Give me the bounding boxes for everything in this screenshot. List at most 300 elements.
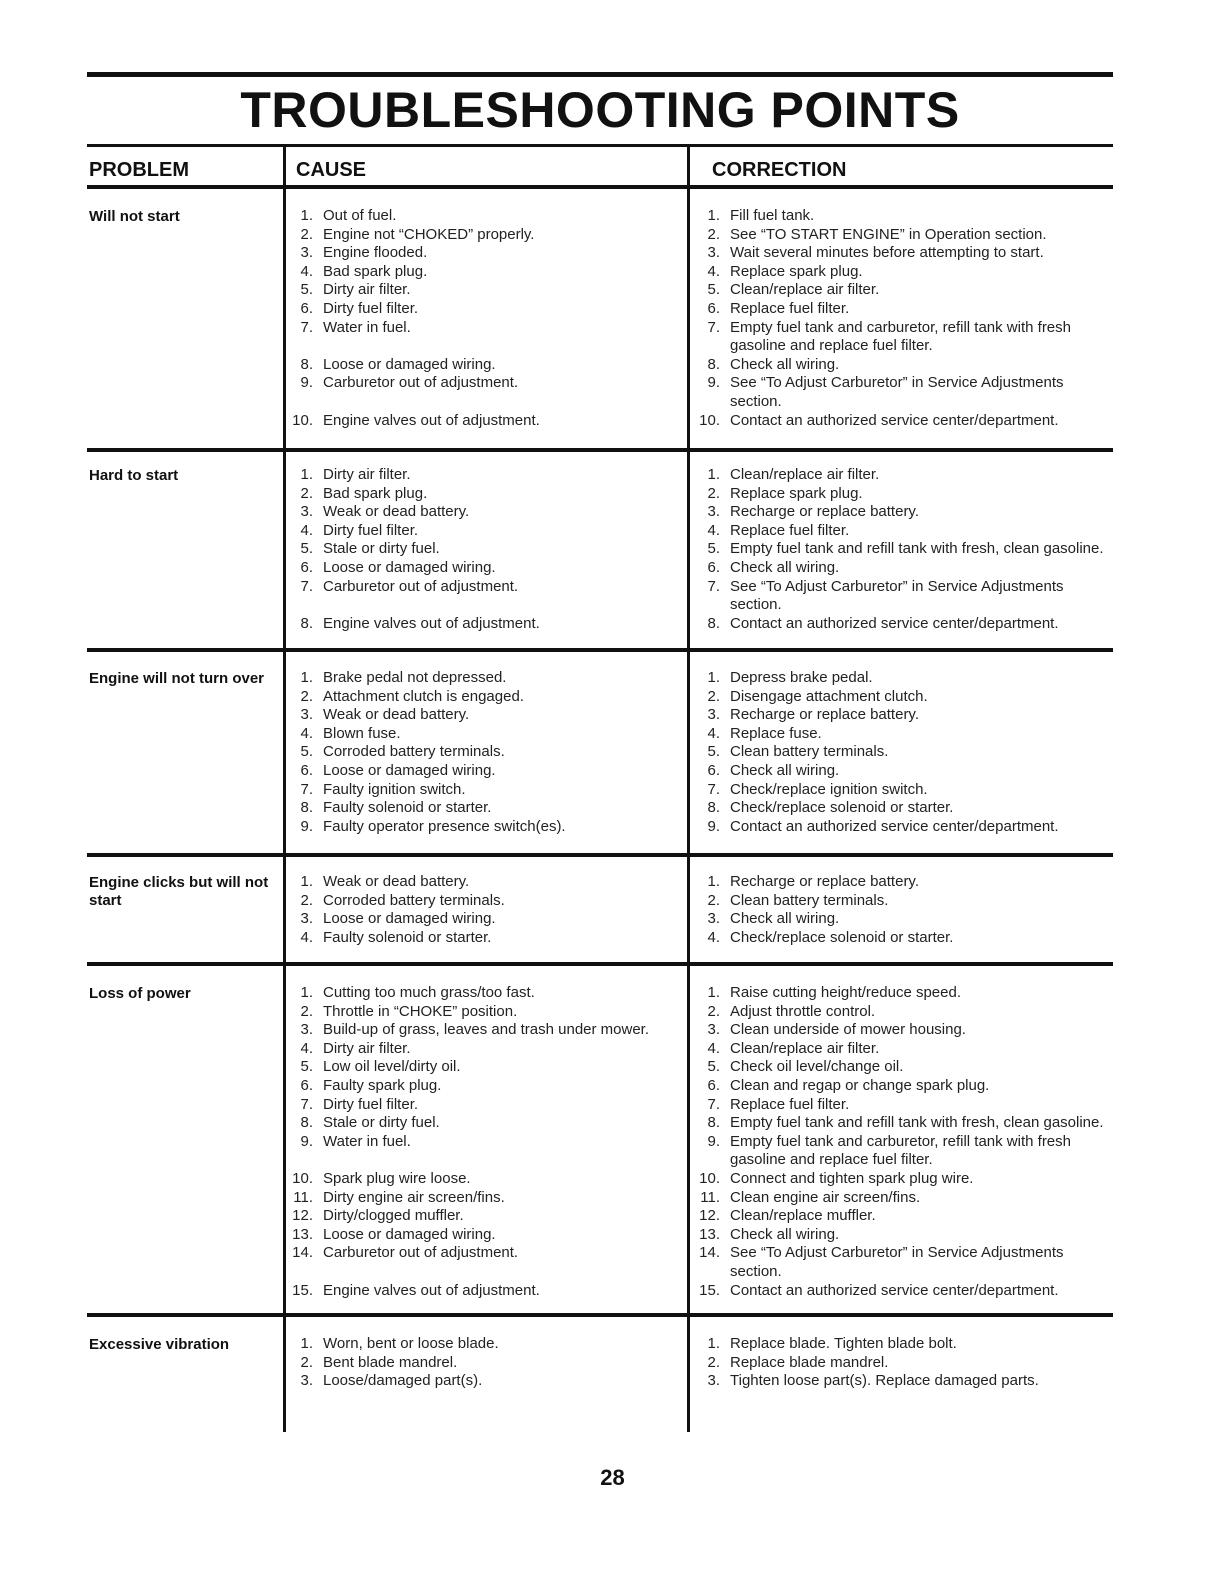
item-text: Empty fuel tank and refill tank with fresh, clean gasoline. (730, 540, 1104, 558)
item-text: Bad spark plug. (323, 484, 428, 502)
item-text: Water in fuel. (323, 1132, 411, 1150)
list-item (690, 319, 1110, 356)
item-text: Recharge or replace battery. (730, 503, 919, 521)
list-item (690, 743, 1110, 762)
row-divider (87, 1313, 1113, 1317)
row-divider (87, 448, 1113, 452)
list-item (283, 393, 683, 412)
list-item (690, 1170, 1110, 1189)
list-item (283, 1335, 683, 1354)
list-item (690, 1133, 1110, 1170)
item-text: Spark plug wire loose. (323, 1169, 471, 1187)
page-number: 28 (600, 1465, 625, 1490)
item-number: 5. (300, 743, 313, 761)
item-number: 4. (300, 724, 313, 742)
item-text: Attachment clutch is engaged. (323, 687, 524, 705)
list-item (690, 1096, 1110, 1115)
item-number: 6. (300, 1076, 313, 1094)
list-item (690, 688, 1110, 707)
list-item (283, 540, 683, 559)
list-item (283, 688, 683, 707)
item-number: 3. (300, 244, 313, 262)
list-item (283, 1354, 683, 1373)
cause-list (283, 873, 683, 947)
item-text: Contact an authorized service center/department. (730, 1281, 1059, 1299)
item-text: Clean/replace air filter. (730, 1039, 880, 1057)
list-item (283, 1372, 683, 1391)
top-rule (87, 72, 1113, 77)
item-number: 14. (699, 1244, 720, 1262)
item-text: Recharge or replace battery. (730, 873, 919, 890)
item-number: 6. (707, 1076, 720, 1094)
item-text: Stale or dirty fuel. (323, 540, 440, 558)
item-number: 3. (300, 910, 313, 928)
item-number: 2. (707, 1353, 720, 1371)
correction-list (690, 669, 1110, 836)
item-number: 9. (300, 374, 313, 392)
item-text: Check all wiring. (730, 1225, 840, 1243)
item-number: 1. (300, 669, 313, 686)
list-item (690, 799, 1110, 818)
item-number: 3. (300, 706, 313, 724)
list-item (283, 1226, 683, 1245)
item-number: 3. (707, 706, 720, 724)
item-number: 9. (707, 374, 720, 392)
list-item (283, 1021, 683, 1040)
item-text: Clean engine air screen/fins. (730, 1188, 921, 1206)
item-number: 2. (707, 891, 720, 909)
item-number: 1. (707, 466, 720, 483)
item-text: Dirty air filter. (323, 1039, 411, 1057)
list-item (690, 1058, 1110, 1077)
item-text: Water in fuel. (323, 318, 411, 336)
row-divider (87, 648, 1113, 652)
problem-engine-will-not-turn-over: Engine will not turn over (89, 670, 265, 687)
item-text: See “TO START ENGINE” in Operation section. (730, 225, 1047, 243)
item-text: Check all wiring. (730, 910, 840, 928)
item-number: 6. (707, 558, 720, 576)
list-item (690, 1189, 1110, 1208)
list-item (283, 1114, 683, 1133)
list-item (283, 1077, 683, 1096)
item-number: 6. (300, 761, 313, 779)
item-number: 4. (707, 928, 720, 946)
item-text: Loose or damaged wiring. (323, 1225, 496, 1243)
item-text: Wait several minutes before attempting to start. (730, 244, 1044, 262)
list-item (283, 356, 683, 375)
list-item (283, 337, 683, 356)
item-number: 2. (707, 225, 720, 243)
correction-list (690, 1335, 1110, 1391)
item-text: Carburetor out of adjustment. (323, 577, 519, 595)
item-text: Recharge or replace battery. (730, 706, 919, 724)
list-item (690, 706, 1110, 725)
list-item (283, 263, 683, 282)
item-text: Empty fuel tank and carburetor, refill tank with fresh gasoline and replace fuel filter. (730, 318, 1071, 355)
list-item (690, 1372, 1110, 1391)
cause-list (283, 1335, 683, 1391)
item-number: 12. (292, 1207, 313, 1225)
list-item (283, 892, 683, 911)
list-item (690, 818, 1110, 837)
item-number: 2. (300, 484, 313, 502)
item-text: Dirty fuel filter. (323, 299, 419, 317)
list-item (283, 466, 683, 485)
item-number: 7. (707, 1095, 720, 1113)
item-text: Bent blade mandrel. (323, 1353, 458, 1371)
item-text: Worn, bent or loose blade. (323, 1335, 499, 1352)
item-text: Raise cutting height/reduce speed. (730, 984, 961, 1001)
item-text: Weak or dead battery. (323, 873, 470, 890)
list-item (690, 1114, 1110, 1133)
item-text: Empty fuel tank and carburetor, refill tank with fresh gasoline and replace fuel filter. (730, 1132, 1071, 1169)
item-text (323, 1263, 683, 1282)
list-item (283, 207, 683, 226)
list-item (283, 1244, 683, 1263)
list-item (690, 503, 1110, 522)
item-number: 3. (707, 1021, 720, 1039)
item-text: Faulty operator presence switch(es). (323, 817, 566, 835)
item-number: 3. (300, 1021, 313, 1039)
list-item (283, 578, 683, 597)
item-text: Replace blade. Tighten blade bolt. (730, 1335, 957, 1352)
list-item (283, 762, 683, 781)
list-item (690, 412, 1110, 431)
item-text: Contact an authorized service center/department. (730, 817, 1059, 835)
list-item (283, 818, 683, 837)
item-text: Engine valves out of adjustment. (323, 1281, 540, 1299)
list-item (690, 559, 1110, 578)
list-item (690, 1354, 1110, 1373)
item-text: Faulty solenoid or starter. (323, 928, 492, 946)
cause-list (283, 669, 683, 836)
list-item (690, 522, 1110, 541)
item-text: Engine flooded. (323, 244, 428, 262)
item-number: 3. (300, 1372, 313, 1390)
item-text: Contact an authorized service center/department. (730, 614, 1059, 632)
item-number: 6. (300, 558, 313, 576)
item-number: 4. (300, 262, 313, 280)
item-number: 9. (300, 817, 313, 835)
cause-column-header: CAUSE (296, 159, 367, 181)
list-item (690, 762, 1110, 781)
item-text: Stale or dirty fuel. (323, 1114, 440, 1132)
list-item (283, 1189, 683, 1208)
cause-list (283, 207, 683, 430)
list-item (283, 1170, 683, 1189)
item-text: Depress brake pedal. (730, 669, 873, 686)
list-item (283, 1058, 683, 1077)
item-number: 12. (699, 1207, 720, 1225)
item-number: 1. (300, 207, 313, 224)
item-text: Disengage attachment clutch. (730, 687, 928, 705)
list-item (283, 615, 683, 634)
item-number (283, 337, 323, 356)
item-number: 8. (707, 799, 720, 817)
list-item (690, 1335, 1110, 1354)
item-text: Replace fuel filter. (730, 1095, 850, 1113)
list-item (690, 1021, 1110, 1040)
item-text: Bad spark plug. (323, 262, 428, 280)
item-text: Dirty air filter. (323, 281, 411, 299)
item-text: Low oil level/dirty oil. (323, 1058, 461, 1076)
problem-engine-clicks-but-will-not-start: Engine clicks but will not start (89, 874, 269, 909)
item-text: Dirty engine air screen/fins. (323, 1188, 505, 1206)
item-number: 3. (300, 503, 313, 521)
list-item (690, 984, 1110, 1003)
list-item (283, 910, 683, 929)
item-number: 10. (699, 1169, 720, 1187)
list-item (690, 725, 1110, 744)
item-number: 4. (707, 724, 720, 742)
list-item (283, 503, 683, 522)
list-item (690, 1226, 1110, 1245)
item-text: Replace blade mandrel. (730, 1353, 889, 1371)
item-text: Check/replace ignition switch. (730, 780, 928, 798)
item-text: Engine valves out of adjustment. (323, 614, 540, 632)
list-item (283, 725, 683, 744)
list-item (283, 281, 683, 300)
row-divider (87, 853, 1113, 857)
list-item (283, 1096, 683, 1115)
item-number: 15. (292, 1281, 313, 1299)
problem-excessive-vibration: Excessive vibration (89, 1336, 230, 1353)
item-number: 4. (707, 262, 720, 280)
item-number: 15. (699, 1281, 720, 1299)
item-number: 2. (300, 1002, 313, 1020)
item-number: 11. (700, 1188, 720, 1206)
item-number: 13. (292, 1225, 313, 1243)
list-item (690, 669, 1110, 688)
item-number: 10. (292, 411, 313, 429)
item-number: 3. (707, 910, 720, 928)
item-number: 2. (707, 1002, 720, 1020)
item-text: Dirty air filter. (323, 466, 411, 483)
item-text: Clean battery terminals. (730, 743, 889, 761)
list-item (690, 540, 1110, 559)
item-text: Tighten loose part(s). Replace damaged parts. (730, 1372, 1039, 1390)
item-number: 6. (300, 299, 313, 317)
item-number: 2. (707, 687, 720, 705)
list-item (690, 578, 1110, 615)
list-item (690, 300, 1110, 319)
item-number: 9. (707, 817, 720, 835)
item-number: 1. (300, 466, 313, 483)
list-item (690, 207, 1110, 226)
item-number: 4. (300, 928, 313, 946)
item-text: Fill fuel tank. (730, 207, 815, 224)
item-number: 7. (300, 318, 313, 336)
row-divider (87, 962, 1113, 966)
list-item (690, 226, 1110, 245)
item-number: 9. (707, 1132, 720, 1150)
item-text: Adjust throttle control. (730, 1002, 876, 1020)
problem-will-not-start: Will not start (89, 208, 180, 225)
cause-list (283, 466, 683, 633)
item-number: 6. (707, 761, 720, 779)
item-text: Replace spark plug. (730, 262, 863, 280)
item-number: 5. (707, 1058, 720, 1076)
item-text: Check all wiring. (730, 355, 840, 373)
item-text: See “To Adjust Carburetor” in Service Adjustments section. (730, 577, 1064, 614)
correction-list (690, 466, 1110, 633)
list-item (283, 412, 683, 431)
item-number: 2. (300, 891, 313, 909)
list-item (690, 1003, 1110, 1022)
item-text: Check/replace solenoid or starter. (730, 928, 954, 946)
item-text: Dirty fuel filter. (323, 1095, 419, 1113)
item-text: Clean and regap or change spark plug. (730, 1076, 990, 1094)
item-text: Cutting too much grass/too fast. (323, 984, 535, 1001)
list-item (283, 1263, 683, 1282)
list-item (283, 319, 683, 338)
item-number: 4. (300, 521, 313, 539)
item-number: 10. (292, 1169, 313, 1187)
item-number: 5. (707, 281, 720, 299)
item-number: 4. (707, 1039, 720, 1057)
item-text: Clean/replace air filter. (730, 466, 880, 483)
item-text: Clean/replace muffler. (730, 1207, 876, 1225)
item-number: 9. (300, 1132, 313, 1150)
item-text: See “To Adjust Carburetor” in Service Adjustments section. (730, 374, 1064, 410)
cause-list (283, 984, 683, 1300)
item-text: Carburetor out of adjustment. (323, 1244, 519, 1262)
item-text: Loose or damaged wiring. (323, 355, 496, 373)
item-number: 11. (293, 1188, 313, 1206)
item-number: 2. (707, 484, 720, 502)
list-item (283, 522, 683, 541)
list-item (283, 984, 683, 1003)
item-number: 7. (707, 577, 720, 595)
title-rule (87, 144, 1113, 147)
item-number: 4. (707, 521, 720, 539)
item-number: 2. (300, 687, 313, 705)
page-title: TROUBLESHOOTING POINTS (240, 82, 960, 138)
item-text: Corroded battery terminals. (323, 891, 505, 909)
list-item (283, 374, 683, 393)
item-number: 7. (707, 318, 720, 336)
list-item (283, 743, 683, 762)
list-item (690, 485, 1110, 504)
list-item (690, 1040, 1110, 1059)
item-number: 5. (300, 1058, 313, 1076)
list-item (690, 374, 1110, 411)
list-item (283, 244, 683, 263)
item-text: Dirty fuel filter. (323, 521, 419, 539)
item-number: 13. (699, 1225, 720, 1243)
list-item (690, 615, 1110, 634)
header-rule (87, 185, 1113, 189)
item-number: 8. (300, 355, 313, 373)
item-number: 8. (300, 799, 313, 817)
item-text: Check/replace solenoid or starter. (730, 799, 954, 817)
item-text: Contact an authorized service center/department. (730, 411, 1059, 429)
item-number: 1. (707, 669, 720, 686)
item-text: Weak or dead battery. (323, 503, 470, 521)
list-item (690, 281, 1110, 300)
item-number: 7. (300, 1095, 313, 1113)
item-number: 1. (707, 984, 720, 1001)
item-text (323, 596, 683, 615)
correction-column-header: CORRECTION (712, 159, 847, 181)
item-number: 8. (300, 614, 313, 632)
item-number (283, 393, 323, 412)
item-number: 8. (707, 1114, 720, 1132)
item-text: Out of fuel. (323, 207, 397, 224)
item-number (283, 1263, 323, 1282)
list-item (283, 1040, 683, 1059)
list-item (283, 1207, 683, 1226)
item-number: 2. (300, 1353, 313, 1371)
list-item (283, 669, 683, 688)
item-number: 8. (300, 1114, 313, 1132)
list-item (690, 263, 1110, 282)
item-number (283, 596, 323, 615)
list-item (690, 873, 1110, 892)
item-number: 8. (707, 614, 720, 632)
item-number: 2. (300, 225, 313, 243)
item-number (283, 1151, 323, 1170)
item-number: 4. (300, 1039, 313, 1057)
item-number: 6. (707, 299, 720, 317)
item-text: Check all wiring. (730, 558, 840, 576)
item-text: Check oil level/change oil. (730, 1058, 904, 1076)
item-number: 5. (707, 540, 720, 558)
list-item (283, 1151, 683, 1170)
list-item (690, 1282, 1110, 1301)
list-item (283, 485, 683, 504)
item-number: 10. (699, 411, 720, 429)
item-number: 3. (707, 244, 720, 262)
correction-list (690, 207, 1110, 430)
list-item (283, 559, 683, 578)
correction-list (690, 984, 1110, 1300)
list-item (690, 244, 1110, 263)
item-text: See “To Adjust Carburetor” in Service Adjustments section. (730, 1244, 1064, 1280)
item-text (323, 393, 683, 412)
list-item (283, 1282, 683, 1301)
item-text: Replace fuel filter. (730, 299, 850, 317)
list-item (690, 1077, 1110, 1096)
item-number: 1. (707, 207, 720, 224)
list-item (283, 226, 683, 245)
item-number: 14. (292, 1244, 313, 1262)
item-text: Weak or dead battery. (323, 706, 470, 724)
item-number: 7. (707, 780, 720, 798)
item-number: 1. (707, 873, 720, 890)
list-item (690, 466, 1110, 485)
list-item (283, 1133, 683, 1152)
item-text: Replace spark plug. (730, 484, 863, 502)
item-text: Engine valves out of adjustment. (323, 411, 540, 429)
list-item (283, 706, 683, 725)
list-item (283, 596, 683, 615)
list-item (690, 892, 1110, 911)
list-item (690, 356, 1110, 375)
problem-hard-to-start: Hard to start (89, 467, 179, 484)
list-item (283, 873, 683, 892)
item-text (323, 337, 683, 356)
item-text: Loose/damaged part(s). (323, 1372, 483, 1390)
item-text: Replace fuse. (730, 724, 822, 742)
item-text: Loose or damaged wiring. (323, 761, 496, 779)
item-text (323, 1151, 683, 1170)
item-text: Loose or damaged wiring. (323, 910, 496, 928)
item-text: Build-up of grass, leaves and trash under mower. (323, 1021, 650, 1039)
item-number: 5. (707, 743, 720, 761)
list-item (690, 910, 1110, 929)
item-text: Loose or damaged wiring. (323, 558, 496, 576)
